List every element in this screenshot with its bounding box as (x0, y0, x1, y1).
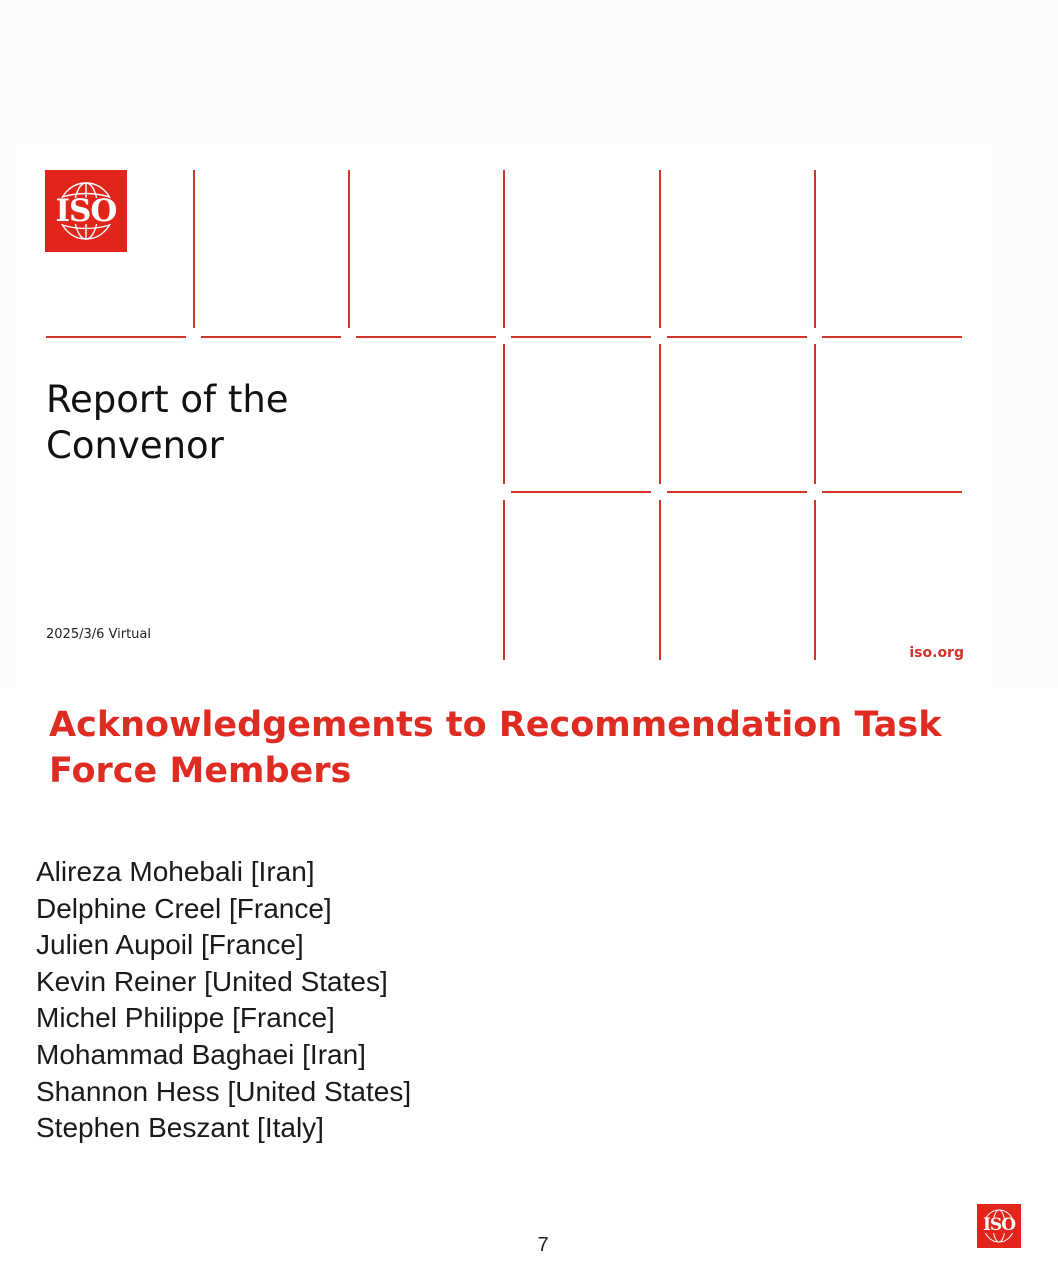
grid-line (201, 336, 341, 338)
date-line: 2025/3/6 Virtual (46, 627, 151, 642)
list-item: Julien Aupoil [France] (36, 929, 304, 961)
grid-line (659, 344, 661, 484)
grid-line (659, 500, 661, 660)
list-item: Stephen Beszant [Italy] (36, 1112, 324, 1144)
grid-line (511, 336, 651, 338)
grid-line (814, 500, 816, 660)
grid-line (667, 491, 807, 493)
list-item: Alireza Mohebali [Iran] (36, 856, 315, 887)
list-item: Michel Philippe [France] (36, 1002, 335, 1034)
grid-line (667, 336, 807, 338)
grid-line (822, 491, 962, 493)
grid-line (46, 336, 186, 338)
grid-line (814, 344, 816, 484)
grid-line (814, 170, 816, 328)
grid-line (503, 344, 505, 484)
member-list (36, 854, 411, 1147)
acknowledgements-slide (0, 688, 1058, 1280)
page-number: 7 (537, 1234, 549, 1256)
cover-slide (16, 143, 992, 688)
grid-line (511, 491, 651, 493)
iso-logo (45, 170, 127, 252)
slide-heading: Acknowledgements to Recommendation Task Force Members (49, 705, 942, 791)
grid-line (503, 170, 505, 328)
grid-line (193, 170, 195, 328)
list-item: Mohammad Baghaei [Iran] (36, 1038, 366, 1070)
list-item: Delphine Creel [France] (36, 892, 332, 924)
grid-line (503, 500, 505, 660)
iso-logo-small (977, 1204, 1021, 1248)
iso-logo-text: ISO (982, 1215, 1016, 1235)
grid-line (822, 336, 962, 338)
list-item: Shannon Hess [United States] (36, 1075, 412, 1107)
grid-line (659, 170, 661, 328)
grid-line (356, 336, 496, 338)
site-link[interactable]: iso.org (909, 645, 964, 661)
iso-logo-text: ISO (55, 193, 117, 229)
cover-title: Report of the Convenor (46, 378, 289, 467)
grid-line (348, 170, 350, 328)
list-item: Kevin Reiner [United States] (36, 965, 388, 997)
